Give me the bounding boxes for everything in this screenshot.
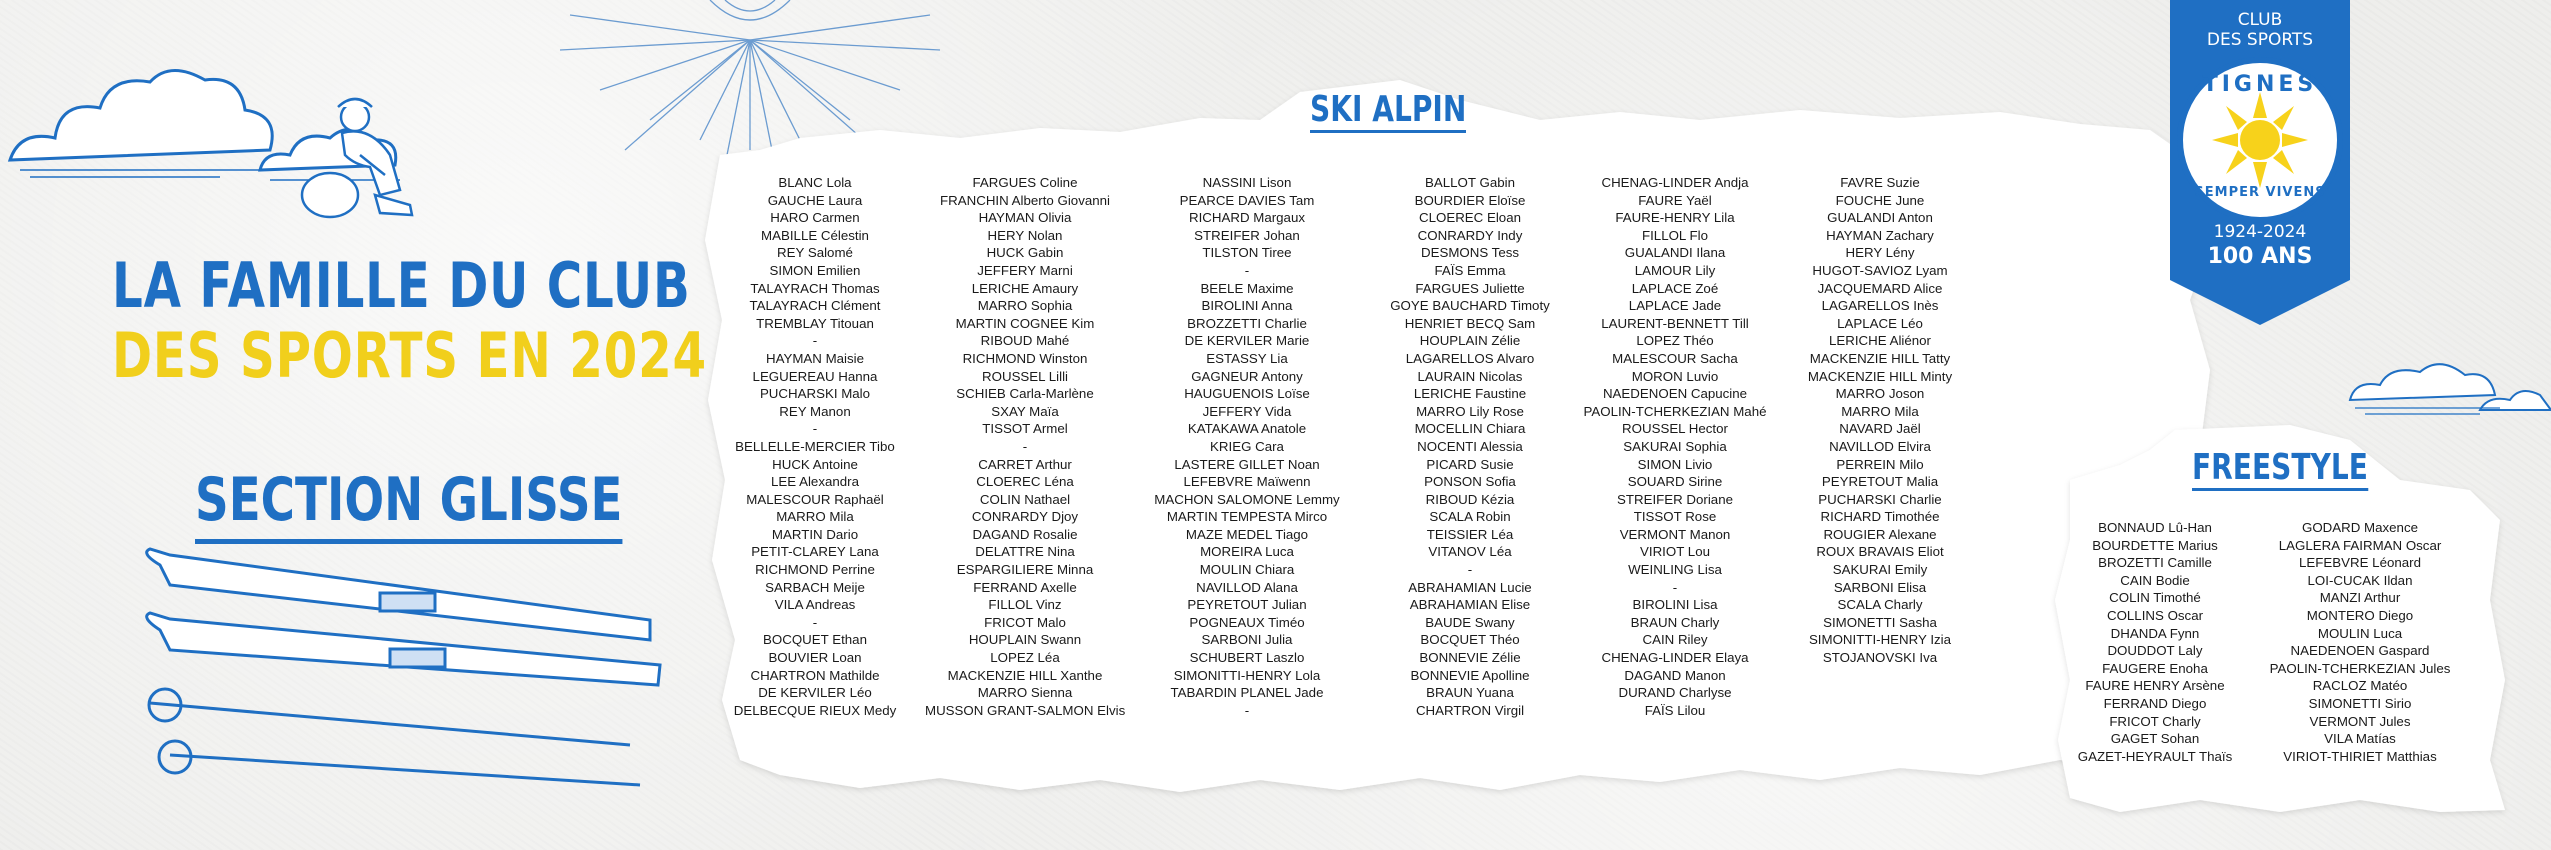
member-name: FRICOT Malo	[984, 614, 1066, 630]
member-name: NAEDENOEN Gaspard	[2290, 643, 2430, 659]
ski-alpin-column-4	[1370, 174, 1570, 719]
member-name: JEFFERY Marni	[977, 262, 1073, 278]
member-name: GAGNEUR Antony	[1191, 368, 1303, 384]
member-name: FAURE-HENRY Lila	[1615, 210, 1735, 226]
member-name: HAYMAN Maisie	[765, 350, 865, 366]
member-name: ESPARGILIERE Minna	[956, 562, 1094, 578]
member-name: BOCQUET Ethan	[763, 632, 867, 648]
member-name: BONNEVIE Apolline	[1410, 667, 1530, 683]
member-name: BROZETTI Camille	[2098, 555, 2212, 571]
member-name: SIMONETTI Sirio	[2308, 695, 2412, 711]
member-name: GUALANDI Ilana	[1624, 245, 1726, 261]
member-name: DAGAND Manon	[1624, 667, 1726, 683]
member-name: HUCK Gabin	[986, 245, 1064, 261]
badge-motto: SEMPER VIVENS	[2194, 185, 2326, 200]
member-name: CHENAG-LINDER Elaya	[1601, 650, 1749, 666]
member-name: MARTIN Dario	[771, 526, 859, 542]
member-name: VIRIOT-THIRIET Matthias	[2283, 748, 2437, 764]
member-name: LAGARELLOS Alvaro	[1405, 350, 1535, 366]
member-name: FERRAND Diego	[2103, 695, 2207, 711]
member-name: GUALANDI Anton	[1827, 210, 1933, 226]
member-name: LAPLACE Léo	[1837, 315, 1923, 331]
member-name: FILLOL Flo	[1641, 227, 1709, 243]
member-name: COLIN Nathael	[979, 491, 1071, 507]
member-name: JEFFERY Vida	[1202, 403, 1292, 419]
member-name: BIROLINI Lisa	[1632, 597, 1718, 613]
member-name: MARRO Sophia	[977, 298, 1073, 314]
member-name: GAZET-HEYRAULT Thaïs	[2077, 748, 2233, 764]
member-name: SAKURAI Emily	[1832, 562, 1928, 578]
member-name: PEARCE DAVIES Tam	[1179, 192, 1315, 208]
member-name: GAGET Sohan	[2110, 731, 2200, 747]
member-name: DOUDDOT Laly	[2107, 643, 2203, 659]
member-name: LEFEBVRE Maïwenn	[1183, 474, 1311, 490]
member-name: HENRIET BECQ Sam	[1404, 315, 1536, 331]
member-name: MABILLE Célestin	[761, 227, 869, 243]
member-name: RIBOUD Kézia	[1425, 491, 1515, 507]
member-name: DESMONS Tess	[1420, 245, 1520, 261]
member-name: RICHARD Margaux	[1188, 210, 1305, 226]
member-name: PERREIN Milo	[1836, 456, 1924, 472]
member-name: VILA Matías	[2324, 731, 2396, 747]
headline-line-1: LA FAMILLE DU CLUB	[112, 249, 691, 322]
member-name: SCHUBERT Laszlo	[1189, 650, 1305, 666]
member-name: RICHMOND Perrine	[755, 562, 875, 578]
member-name: KATAKAWA Anatole	[1187, 421, 1307, 437]
member-name: ROUGIER Alexane	[1823, 526, 1937, 542]
member-name: FILLOL Vinz	[988, 597, 1062, 613]
member-name: LAURENT-BENNETT Till	[1601, 315, 1749, 331]
member-name: RACLOZ Matéo	[2312, 678, 2408, 694]
member-name: FAVRE Suzie	[1840, 175, 1920, 190]
member-name: ROUSSEL Lilli	[982, 368, 1068, 384]
member-name: HERY Lény	[1845, 245, 1915, 261]
member-name: HAUGUENOIS Loïse	[1184, 386, 1310, 402]
member-name: POGNEAUX Timéo	[1189, 614, 1305, 630]
member-name: FOUCHE June	[1835, 192, 1925, 208]
member-name: FARGUES Juliette	[1415, 280, 1525, 296]
member-name: TALAYRACH Clément	[749, 298, 881, 314]
member-name: BALLOT Gabin	[1425, 175, 1515, 190]
member-name: FRICOT Charly	[2109, 713, 2201, 729]
member-name: GOYE BAUCHARD Timoty	[1390, 298, 1550, 314]
member-name: SIMONITTI-HENRY Lola	[1173, 667, 1321, 683]
member-name: FAUGERE Enoha	[2102, 660, 2208, 676]
member-name: TEISSIER Léa	[1426, 526, 1514, 542]
clouds-right-illustration	[2340, 340, 2551, 440]
member-name: BEELE Maxime	[1200, 280, 1294, 296]
member-name: NAVILLOD Elvira	[1829, 438, 1931, 454]
ski-alpin-heading: SKI ALPIN	[1310, 90, 1466, 133]
member-name: MACKENZIE HILL Xanthe	[947, 667, 1103, 683]
member-name: DAGAND Rosalie	[972, 526, 1078, 542]
member-name: CONRARDY Indy	[1417, 227, 1523, 243]
badge-anniversary: 100 ANS	[2207, 244, 2313, 269]
member-name: REY Salomé	[777, 245, 853, 261]
member-name: STREIFER Doriane	[1616, 491, 1733, 507]
member-name: SAKURAI Sophia	[1623, 438, 1727, 454]
member-name: NAEDENOEN Capucine	[1602, 386, 1748, 402]
member-name: SIMONITTI-HENRY Izia	[1808, 632, 1952, 648]
member-name: BLANC Lola	[778, 175, 852, 190]
member-name: -	[1467, 562, 1473, 578]
member-name: CLOEREC Eloan	[1419, 210, 1521, 226]
member-name: TISSOT Armel	[982, 421, 1068, 437]
member-name: -	[812, 421, 818, 437]
member-name: ABRAHAMIAN Elise	[1409, 597, 1531, 613]
member-name: MARTIN COGNEE Kim	[955, 315, 1095, 331]
member-name: LERICHE Aliénor	[1829, 333, 1931, 349]
member-name: BRAUN Charly	[1630, 614, 1720, 630]
member-name: RICHMOND Winston	[962, 350, 1088, 366]
member-name: ROUX BRAVAIS Eliot	[1816, 544, 1944, 560]
member-name: GAUCHE Laura	[767, 192, 863, 208]
member-name: SCHIEB Carla-Marlène	[956, 386, 1094, 402]
member-name: DELBECQUE RIEUX Medy	[733, 702, 897, 718]
member-name: COLIN Timothé	[2109, 590, 2201, 606]
member-name: BOURDETTE Marius	[2092, 537, 2218, 553]
member-name: BAUDE Swany	[1425, 614, 1515, 630]
member-name: LEFEBVRE Léonard	[2299, 555, 2421, 571]
member-name: DE KERVILER Léo	[758, 685, 872, 701]
section-title: SECTION GLISSE	[195, 465, 623, 544]
member-name: LAPLACE Jade	[1628, 298, 1722, 314]
member-name: FAÏS Lilou	[1644, 702, 1706, 718]
ski-alpin-column-3	[1147, 174, 1347, 719]
member-name: MALESCOUR Sacha	[1612, 350, 1738, 366]
headline-line-2: DES SPORTS EN 2024	[112, 319, 707, 392]
member-name: LOPEZ Léa	[990, 650, 1060, 666]
member-name: ABRAHAMIAN Lucie	[1408, 579, 1532, 595]
member-name: -	[812, 614, 818, 630]
member-name: LASTERE GILLET Noan	[1174, 456, 1320, 472]
member-name: BOURDIER Eloïse	[1414, 192, 1526, 208]
member-name: LOPEZ Théo	[1636, 333, 1714, 349]
member-name: BELLELLE-MERCIER Tibo	[735, 438, 895, 454]
member-name: SARBONI Julia	[1201, 632, 1293, 648]
member-name: FAURE HENRY Arsène	[2085, 678, 2225, 694]
member-name: LEE Alexandra	[771, 474, 859, 490]
badge-tignes: TIGNES	[2202, 72, 2318, 97]
member-name: MARRO Sienna	[977, 685, 1073, 701]
member-name: MOULIN Chiara	[1199, 562, 1295, 578]
member-name: SOUARD Sirine	[1627, 474, 1723, 490]
member-name: TALAYRACH Thomas	[750, 280, 880, 296]
member-name: LAPLACE Zoé	[1631, 280, 1719, 296]
member-name: JACQUEMARD Alice	[1817, 280, 1943, 296]
member-name: FARGUES Coline	[972, 175, 1078, 190]
member-name: -	[812, 333, 818, 349]
member-name: SXAY Maïa	[991, 403, 1059, 419]
freestyle-column-1	[2055, 519, 2255, 765]
member-name: TABARDIN PLANEL Jade	[1170, 685, 1324, 701]
member-name: LEGUEREAU Hanna	[752, 368, 878, 384]
ski-alpin-column-6	[1780, 174, 1980, 667]
member-name: NAVILLOD Alana	[1196, 579, 1298, 595]
member-name: PICARD Susie	[1426, 456, 1514, 472]
member-name: HAYMAN Zachary	[1826, 227, 1934, 243]
member-name: CONRARDY Djoy	[971, 509, 1079, 525]
member-name: FAÏS Emma	[1434, 262, 1506, 278]
member-name: FRANCHIN Alberto Giovanni	[940, 192, 1110, 208]
member-name: DE KERVILER Marie	[1184, 333, 1310, 349]
member-name: BONNAUD Lû-Han	[2098, 520, 2212, 535]
member-name: MARRO Lily Rose	[1416, 403, 1524, 419]
member-name: PONSON Sofia	[1424, 474, 1516, 490]
member-name: MUSSON GRANT-SALMON Elvis	[925, 702, 1126, 718]
member-name: HUGOT-SAVIOZ Lyam	[1812, 262, 1948, 278]
member-name: SARBONI Elisa	[1833, 579, 1927, 595]
member-name: BRAUN Yuana	[1426, 685, 1514, 701]
member-name: MONTERO Diego	[2306, 607, 2414, 623]
member-name: VERMONT Jules	[2309, 713, 2411, 729]
member-name: GODARD Maxence	[2301, 520, 2418, 535]
ski-alpin-column-5	[1575, 174, 1775, 719]
member-name: COLLINS Oscar	[2106, 607, 2204, 623]
member-name: MACKENZIE HILL Tatty	[1809, 350, 1951, 366]
badge-club-line-1: CLUB	[2237, 10, 2283, 30]
member-name: FERRAND Axelle	[973, 579, 1077, 595]
member-name: REY Manon	[779, 403, 851, 419]
member-name: HARO Carmen	[770, 210, 860, 226]
member-name: BROZZETTI Charlie	[1187, 315, 1307, 331]
member-name: STOJANOVSKI Iva	[1822, 650, 1938, 666]
club-badge	[2170, 0, 2350, 325]
member-name: HOUPLAIN Zélie	[1419, 333, 1521, 349]
member-name: MAZE MEDEL Tiago	[1185, 526, 1309, 542]
member-name: HAYMAN Olivia	[978, 210, 1072, 226]
member-name: VERMONT Manon	[1619, 526, 1731, 542]
member-name: MACHON SALOMONE Lemmy	[1154, 491, 1340, 507]
ski-alpin-column-2	[925, 174, 1125, 719]
member-name: BOUVIER Loan	[768, 650, 862, 666]
member-name: MARRO Mila	[776, 509, 854, 525]
member-name: SIMON Livio	[1637, 456, 1713, 472]
member-name: MANZI Arthur	[2319, 590, 2401, 606]
member-name: SARBACH Meije	[765, 579, 865, 595]
member-name: NOCENTI Alessia	[1417, 438, 1523, 454]
member-name: BOCQUET Théo	[1420, 632, 1520, 648]
member-name: LAURAIN Nicolas	[1417, 368, 1523, 384]
freestyle-column-2	[2260, 519, 2460, 765]
member-name: SIMON Emilien	[769, 262, 861, 278]
member-name: PAOLIN-TCHERKEZIAN Mahé	[1583, 403, 1767, 419]
member-name: VILA Andreas	[774, 597, 856, 613]
member-name: LERICHE Faustine	[1413, 386, 1527, 402]
member-name: STREIFER Johan	[1194, 227, 1300, 243]
member-name: MOULIN Luca	[2317, 625, 2403, 641]
member-name: DHANDA Fynn	[2110, 625, 2200, 641]
member-name: BIROLINI Anna	[1201, 298, 1293, 314]
member-name: CARRET Arthur	[978, 456, 1072, 472]
member-name: CHENAG-LINDER Andja	[1601, 175, 1749, 190]
member-name: SCALA Charly	[1837, 597, 1923, 613]
member-name: HERY Nolan	[987, 227, 1063, 243]
member-name: FAURE Yaël	[1638, 192, 1712, 208]
freestyle-heading: FREESTYLE	[2192, 448, 2368, 491]
member-name: SIMONETTI Sasha	[1823, 614, 1937, 630]
member-name: WEINLING Lisa	[1628, 562, 1722, 578]
member-name: LERICHE Amaury	[971, 280, 1079, 296]
member-name: PEYRETOUT Malia	[1821, 474, 1939, 490]
member-name: TILSTON Tiree	[1202, 245, 1292, 261]
member-name: PEYRETOUT Julian	[1187, 597, 1307, 613]
member-name: DELATTRE Nina	[975, 544, 1075, 560]
member-name: VITANOV Léa	[1428, 544, 1512, 560]
member-name: MARRO Mila	[1841, 403, 1919, 419]
member-name: PUCHARSKI Malo	[759, 386, 871, 402]
member-name: CAIN Riley	[1642, 632, 1708, 648]
member-name: MALESCOUR Raphaël	[746, 491, 884, 507]
member-name: CAIN Bodie	[2120, 572, 2190, 588]
member-name: ROUSSEL Hector	[1622, 421, 1728, 437]
member-name: -	[1244, 702, 1250, 718]
member-name: RICHARD Timothée	[1820, 509, 1940, 525]
member-name: LAMOUR Lily	[1634, 262, 1716, 278]
member-name: TREMBLAY Titouan	[756, 315, 874, 331]
member-name: LAGARELLOS Inès	[1821, 298, 1939, 314]
member-name: SCALA Robin	[1429, 509, 1511, 525]
member-name: PAOLIN-TCHERKEZIAN Jules	[2269, 660, 2451, 676]
member-name: VIRIOT Lou	[1640, 544, 1710, 560]
member-name: MARTIN TEMPESTA Mirco	[1166, 509, 1328, 525]
member-name: MORON Luvio	[1631, 368, 1719, 384]
member-name: LOI-CUCAK Ildan	[2307, 572, 2413, 588]
member-name: PUCHARSKI Charlie	[1818, 491, 1942, 507]
member-name: BONNEVIE Zélie	[1419, 650, 1521, 666]
member-name: ESTASSY Lia	[1206, 350, 1288, 366]
ski-alpin-column-1	[715, 174, 915, 719]
member-name: MACKENZIE HILL Minty	[1807, 368, 1953, 384]
member-name: -	[1672, 579, 1678, 595]
member-name: HUCK Antoine	[772, 456, 858, 472]
member-name: -	[1022, 438, 1028, 454]
member-name: MOREIRA Luca	[1200, 544, 1294, 560]
member-name: DURAND Charlyse	[1618, 685, 1732, 701]
member-name: -	[1244, 262, 1250, 278]
member-name: MOCELLIN Chiara	[1414, 421, 1526, 437]
member-name: MARRO Joson	[1835, 386, 1925, 402]
member-name: KRIEG Cara	[1210, 438, 1284, 454]
member-name: NASSINI Lison	[1202, 175, 1292, 190]
member-name: HOUPLAIN Swann	[968, 632, 1082, 648]
member-name: TISSOT Rose	[1633, 509, 1717, 525]
member-name: PETIT-CLAREY Lana	[751, 544, 879, 560]
member-name: CHARTRON Virgil	[1415, 702, 1525, 718]
member-name: NAVARD Jaël	[1839, 421, 1921, 437]
member-name: CHARTRON Mathilde	[750, 667, 880, 683]
badge-club-line-2: DES SPORTS	[2206, 30, 2314, 50]
member-name: CLOEREC Léna	[976, 474, 1074, 490]
badge-years: 1924-2024	[2213, 222, 2307, 242]
member-name: LAGLERA FAIRMAN Oscar	[2278, 537, 2442, 553]
member-name: RIBOUD Mahé	[980, 333, 1070, 349]
